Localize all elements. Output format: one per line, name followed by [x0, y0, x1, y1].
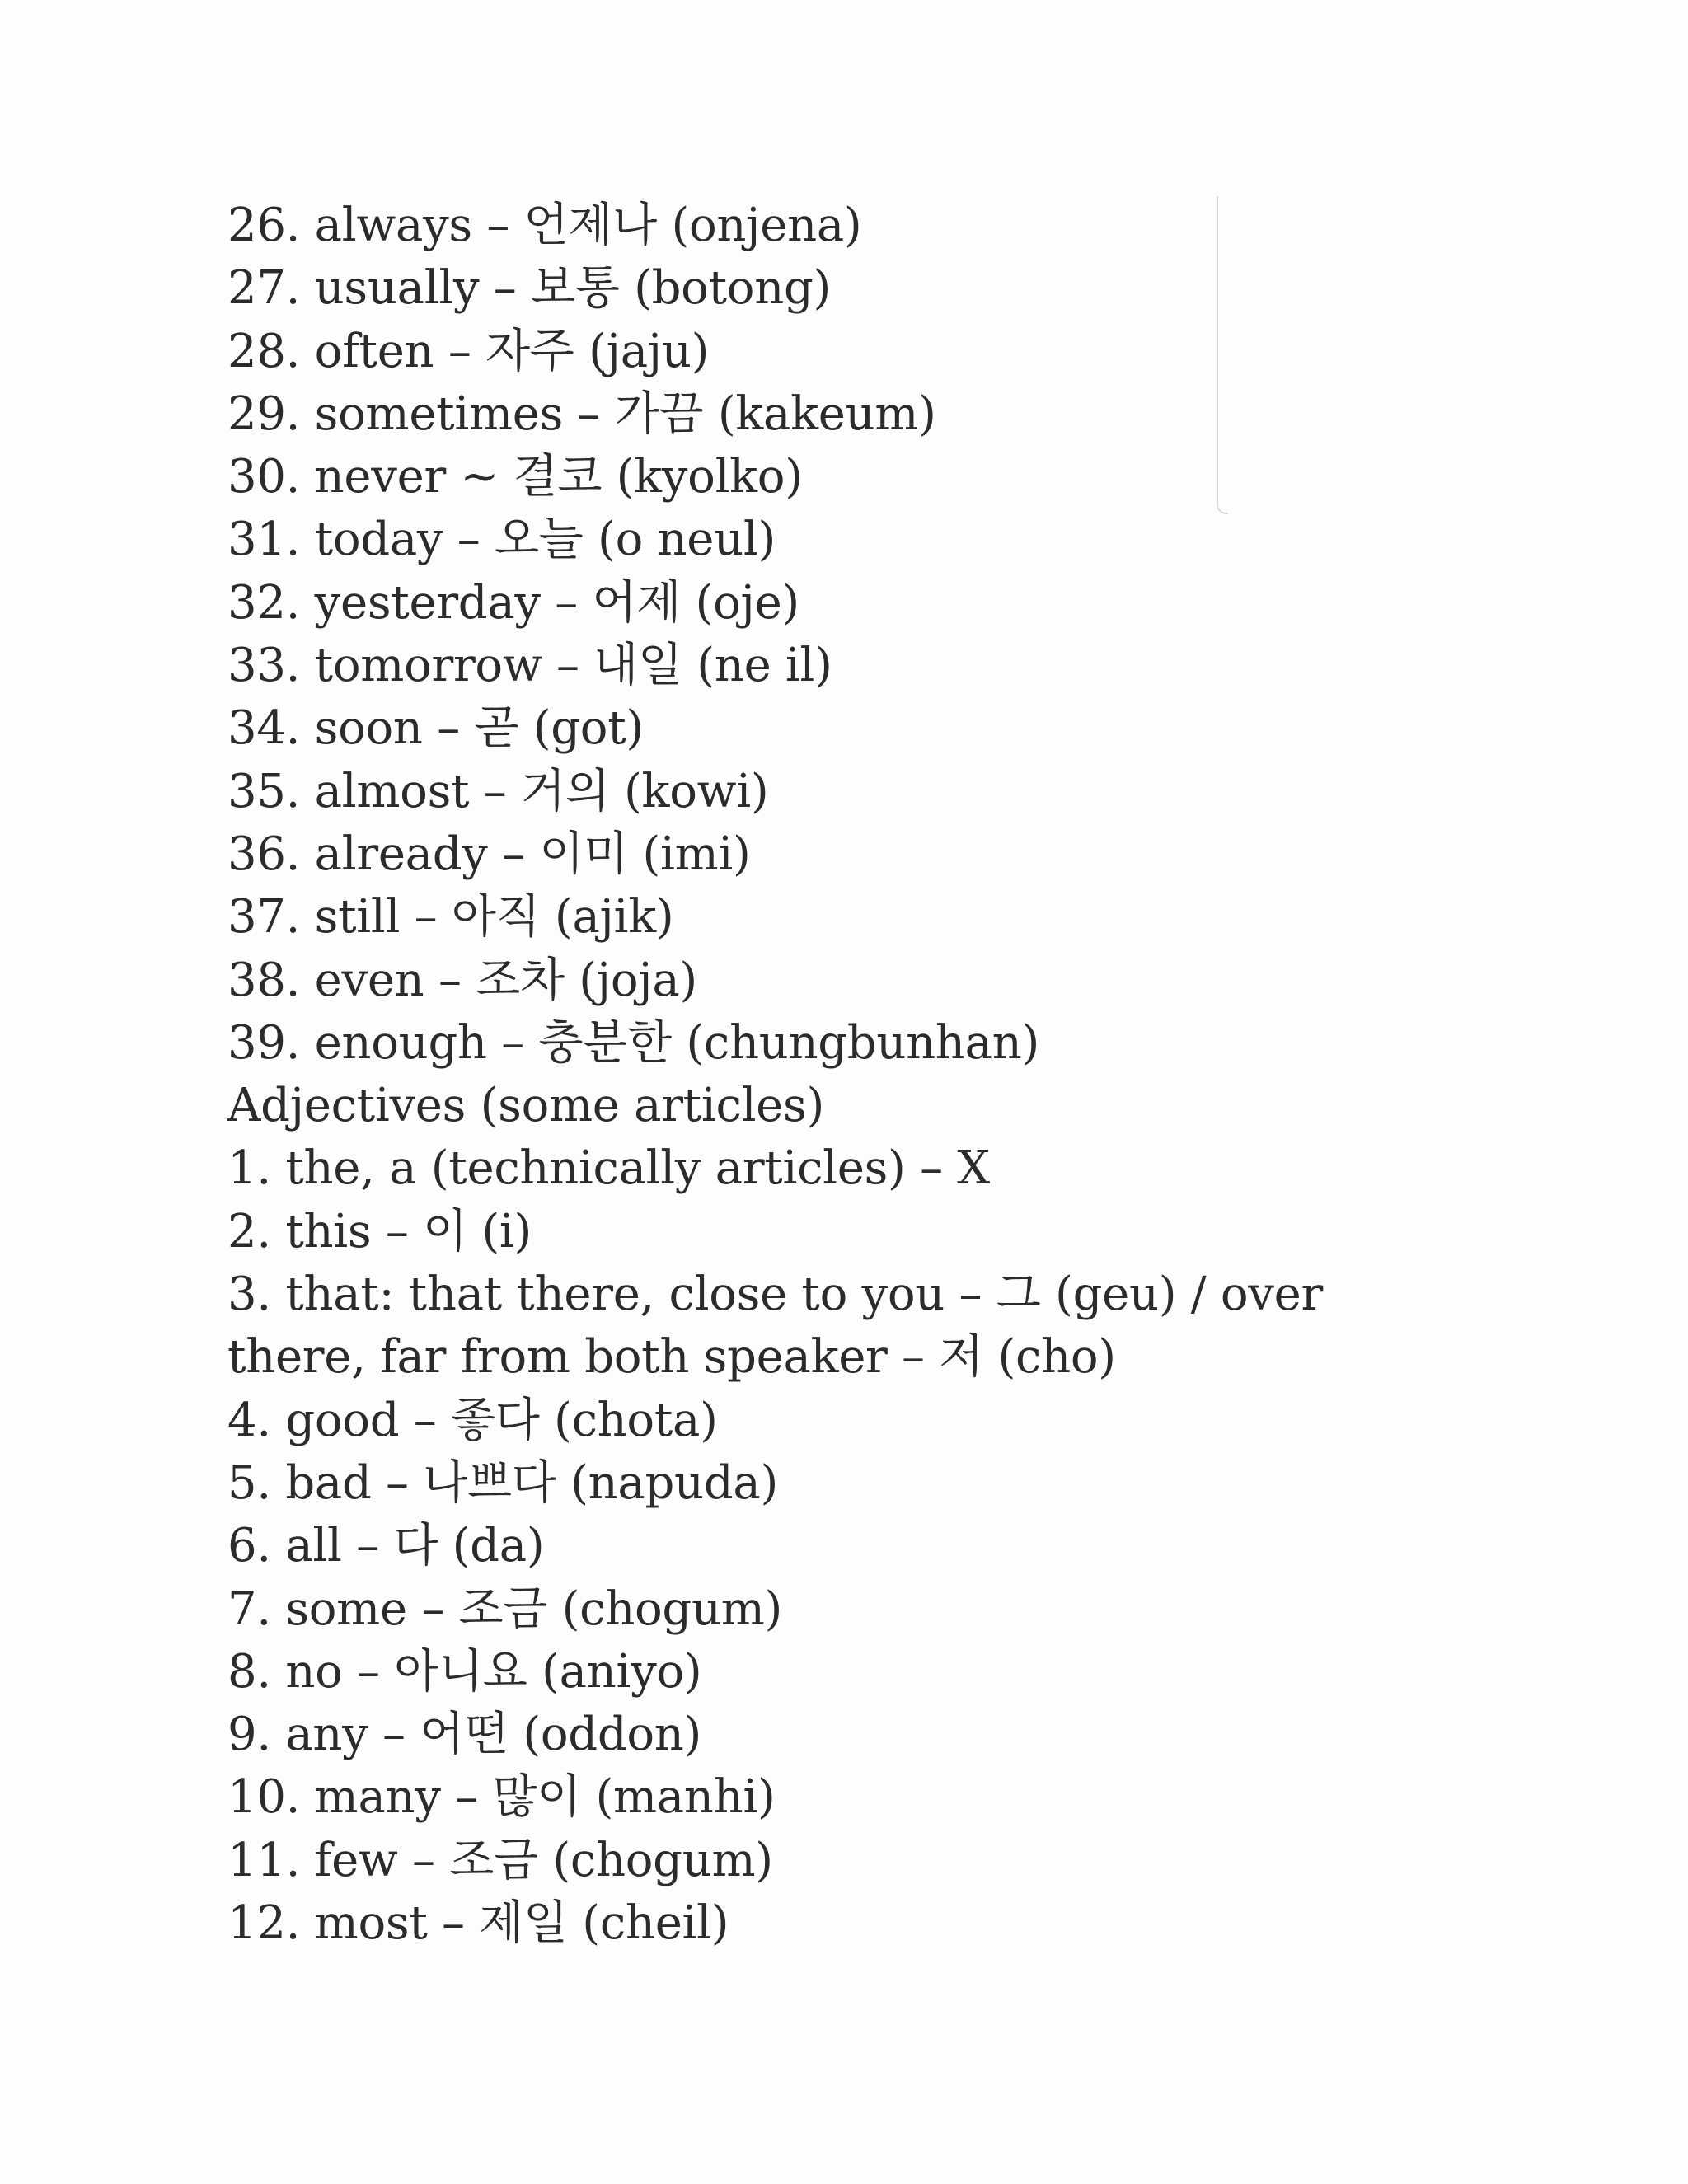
list-item-sometimes: 29. sometimes – 가끔 (kakeum): [227, 387, 936, 441]
list-item-still: 37. still – 아직 (ajik): [227, 890, 674, 944]
list-item-many: 10. many – 많이 (manhi): [227, 1770, 776, 1825]
vocabulary-list: [227, 194, 1323, 1955]
list-item-never: 30. never ~ 결코 (kyolko): [227, 450, 803, 504]
list-item-any: 9. any – 어떤 (oddon): [227, 1708, 702, 1762]
list-item-usually: 27. usually – 보통 (botong): [227, 261, 832, 316]
list-item-some: 7. some – 조금 (chogum): [227, 1582, 783, 1636]
list-item-good: 4. good – 좋다 (chota): [227, 1393, 718, 1447]
list-item-always: 26. always – 언제나 (onjena): [227, 199, 862, 252]
section-heading-adjectives: Adjectives (some articles): [227, 1079, 825, 1133]
list-item-few: 11. few – 조금 (chogum): [227, 1833, 773, 1887]
list-item-today: 31. today – 오늘 (o neul): [227, 513, 776, 567]
list-item-that-continued: there, far from both speaker – 저 (cho): [227, 1330, 1116, 1385]
list-item-this: 2. this – 이 (i): [227, 1204, 532, 1258]
list-item-often: 28. often – 자주 (jaju): [227, 324, 710, 378]
list-item-no: 8. no – 아니요 (aniyo): [227, 1644, 702, 1699]
list-item-soon: 34. soon – 곧 (got): [227, 701, 644, 756]
list-item-most: 12. most – 제일 (cheil): [227, 1896, 729, 1951]
list-item-all: 6. all – 다 (da): [227, 1519, 545, 1573]
list-item-the-a: 1. the, a (technically articles) – X: [227, 1141, 990, 1196]
list-item-bad: 5. bad – 나쁘다 (napuda): [227, 1455, 778, 1510]
list-item-almost: 35. almost – 거의 (kowi): [227, 764, 769, 818]
list-item-already: 36. already – 이미 (imi): [227, 827, 751, 881]
list-item-tomorrow: 33. tomorrow – 내일 (ne il): [227, 639, 832, 693]
list-item-enough: 39. enough – 충분한 (chungbunhan): [227, 1015, 1040, 1070]
list-item-that: 3. that: that there, close to you – 그 (geu) / over: [227, 1268, 1323, 1322]
list-item-even: 38. even – 조차 (joja): [227, 953, 697, 1007]
list-item-yesterday: 32. yesterday – 어제 (oje): [227, 575, 799, 630]
